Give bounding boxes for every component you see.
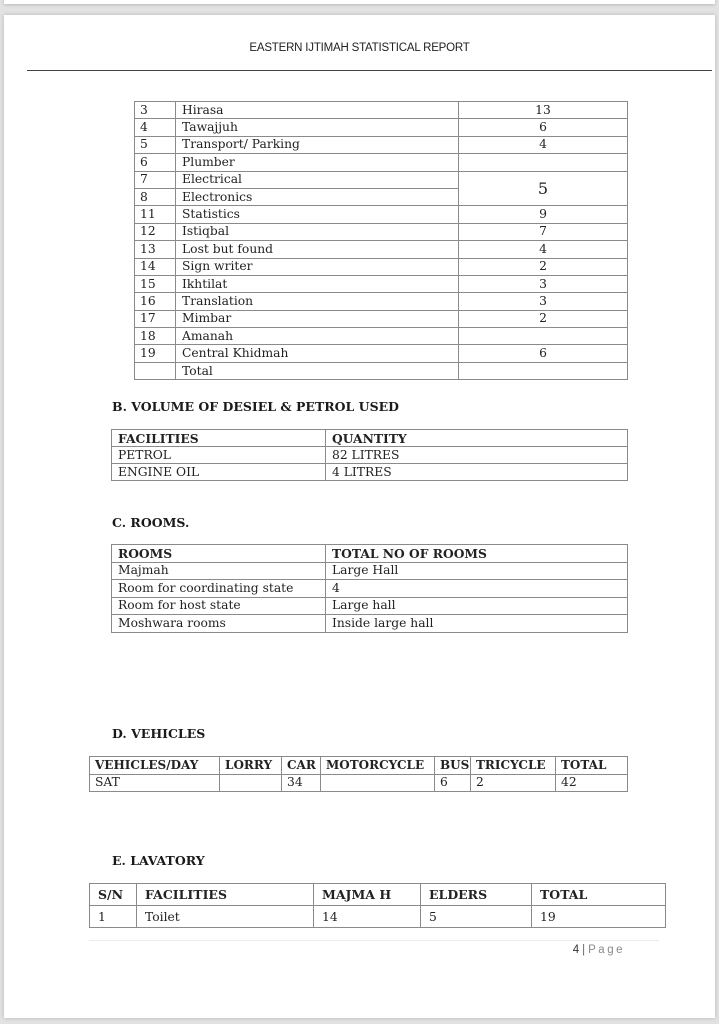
quantity-cell: 82 LITRES bbox=[326, 447, 628, 464]
sn-cell: 17 bbox=[135, 310, 176, 327]
sn-cell: 13 bbox=[135, 241, 176, 258]
column-header: QUANTITY bbox=[326, 430, 628, 447]
department-cell: Central Khidmah bbox=[176, 345, 459, 362]
table-row bbox=[135, 119, 628, 136]
sn-cell: 11 bbox=[135, 206, 176, 223]
rooms-table bbox=[111, 544, 628, 633]
quantity-cell: 2 bbox=[459, 310, 628, 327]
table-row bbox=[112, 597, 628, 615]
table-row bbox=[90, 906, 666, 928]
table-row bbox=[112, 464, 628, 481]
total-label: Total bbox=[176, 362, 459, 379]
quantity-cell: 2 bbox=[459, 258, 628, 275]
elders-cell: 5 bbox=[421, 906, 532, 928]
table-row bbox=[112, 615, 628, 633]
table-row bbox=[135, 206, 628, 223]
department-cell: Electronics bbox=[176, 188, 459, 205]
sn-cell: 7 bbox=[135, 171, 176, 188]
sn-cell: 19 bbox=[135, 345, 176, 362]
room-count-cell: 4 bbox=[326, 580, 628, 598]
sn-cell: 18 bbox=[135, 328, 176, 345]
column-header: TOTAL bbox=[532, 884, 666, 906]
total-row bbox=[135, 362, 628, 379]
department-cell: Translation bbox=[176, 293, 459, 310]
facility-cell: PETROL bbox=[112, 447, 326, 464]
quantity-cell: 7 bbox=[459, 223, 628, 240]
room-cell: Room for host state bbox=[112, 597, 326, 615]
table-header-row bbox=[90, 757, 628, 775]
total-cell: 42 bbox=[556, 774, 628, 792]
page-number: 4 bbox=[572, 944, 580, 956]
column-header: FACILITIES bbox=[137, 884, 314, 906]
table-row bbox=[90, 774, 628, 792]
page-label: Page bbox=[588, 944, 625, 956]
department-cell: Hirasa bbox=[176, 102, 459, 119]
table-row bbox=[135, 328, 628, 345]
quantity-cell: 3 bbox=[459, 275, 628, 292]
motorcycle-cell bbox=[321, 774, 435, 792]
department-cell: Plumber bbox=[176, 154, 459, 171]
facility-cell: Toilet bbox=[137, 906, 314, 928]
section-d-heading: D. VEHICLES bbox=[112, 726, 206, 741]
sn-cell: 5 bbox=[135, 136, 176, 153]
quantity-cell: 3 bbox=[459, 293, 628, 310]
department-cell: Istiqbal bbox=[176, 223, 459, 240]
table-row bbox=[135, 154, 628, 171]
column-header: LORRY bbox=[220, 757, 282, 775]
table-row bbox=[135, 293, 628, 310]
column-header: ELDERS bbox=[421, 884, 532, 906]
department-cell: Ikhtilat bbox=[176, 275, 459, 292]
day-cell: SAT bbox=[90, 774, 220, 792]
column-header: TRICYCLE bbox=[471, 757, 556, 775]
column-header: TOTAL NO OF ROOMS bbox=[326, 545, 628, 563]
vehicles-table bbox=[89, 756, 628, 792]
sn-cell: 1 bbox=[90, 906, 137, 928]
quantity-cell: 6 bbox=[459, 345, 628, 362]
column-header: TOTAL bbox=[556, 757, 628, 775]
table-header-row bbox=[112, 545, 628, 563]
sn-cell: 3 bbox=[135, 102, 176, 119]
majmah-cell: 14 bbox=[314, 906, 421, 928]
room-count-cell: Large hall bbox=[326, 597, 628, 615]
page-number-footer bbox=[573, 944, 625, 956]
quantity-cell: 9 bbox=[459, 206, 628, 223]
table-row bbox=[135, 258, 628, 275]
column-header: ROOMS bbox=[112, 545, 326, 563]
department-cell: Sign writer bbox=[176, 258, 459, 275]
department-cell: Transport/ Parking bbox=[176, 136, 459, 153]
table-row bbox=[112, 562, 628, 580]
department-cell: Lost but found bbox=[176, 241, 459, 258]
table-row bbox=[135, 171, 628, 188]
quantity-cell: 4 bbox=[459, 136, 628, 153]
sn-cell: 12 bbox=[135, 223, 176, 240]
department-cell: Mimbar bbox=[176, 310, 459, 327]
department-cell: Tawajjuh bbox=[176, 119, 459, 136]
lorry-cell bbox=[220, 774, 282, 792]
table-row bbox=[135, 223, 628, 240]
table-row bbox=[135, 345, 628, 362]
table-row bbox=[135, 241, 628, 258]
sn-cell: 4 bbox=[135, 119, 176, 136]
quantity-cell bbox=[459, 154, 628, 171]
table-row bbox=[135, 102, 628, 119]
column-header: S/N bbox=[90, 884, 137, 906]
quantity-cell: 6 bbox=[459, 119, 628, 136]
header-rule bbox=[27, 70, 712, 71]
room-cell: Majmah bbox=[112, 562, 326, 580]
quantity-cell: 4 LITRES bbox=[326, 464, 628, 481]
department-cell: Amanah bbox=[176, 328, 459, 345]
bus-cell: 6 bbox=[435, 774, 471, 792]
quantity-cell: 4 bbox=[459, 241, 628, 258]
total-cell: 19 bbox=[532, 906, 666, 928]
column-header: MAJMA H bbox=[314, 884, 421, 906]
table-row bbox=[135, 310, 628, 327]
column-header: CAR bbox=[282, 757, 321, 775]
table-row bbox=[135, 275, 628, 292]
document-page bbox=[4, 15, 715, 1018]
sn-cell: 15 bbox=[135, 275, 176, 292]
total-value bbox=[459, 362, 628, 379]
fuel-usage-table bbox=[111, 429, 628, 481]
section-e-heading: E. LAVATORY bbox=[112, 853, 205, 868]
column-header: MOTORCYCLE bbox=[321, 757, 435, 775]
previous-page-edge bbox=[4, 0, 715, 4]
tricycle-cell: 2 bbox=[471, 774, 556, 792]
table-header-row bbox=[90, 884, 666, 906]
room-count-cell: Inside large hall bbox=[326, 615, 628, 633]
quantity-cell bbox=[459, 328, 628, 345]
departments-table bbox=[134, 101, 628, 380]
report-header-title: EASTERN IJTIMAH STATISTICAL REPORT bbox=[249, 42, 470, 54]
department-cell: Electrical bbox=[176, 171, 459, 188]
quantity-cell-merged: 5 bbox=[459, 171, 628, 206]
table-row bbox=[112, 580, 628, 598]
footer-rule bbox=[89, 940, 659, 941]
sn-cell: 8 bbox=[135, 188, 176, 205]
table-row bbox=[112, 447, 628, 464]
room-cell: Moshwara rooms bbox=[112, 615, 326, 633]
quantity-cell: 13 bbox=[459, 102, 628, 119]
lavatory-table bbox=[89, 883, 666, 928]
column-header: BUS bbox=[435, 757, 471, 775]
sn-cell: 16 bbox=[135, 293, 176, 310]
section-c-heading: C. ROOMS. bbox=[112, 515, 190, 530]
sn-cell: 14 bbox=[135, 258, 176, 275]
room-count-cell: Large Hall bbox=[326, 562, 628, 580]
column-header: VEHICLES/DAY bbox=[90, 757, 220, 775]
sn-cell: 6 bbox=[135, 154, 176, 171]
room-cell: Room for coordinating state bbox=[112, 580, 326, 598]
sn-cell bbox=[135, 362, 176, 379]
section-b-heading: B. VOLUME OF DESIEL & PETROL USED bbox=[112, 399, 399, 414]
table-row bbox=[135, 136, 628, 153]
car-cell: 34 bbox=[282, 774, 321, 792]
department-cell: Statistics bbox=[176, 206, 459, 223]
page-separator: | bbox=[582, 944, 586, 956]
column-header: FACILITIES bbox=[112, 430, 326, 447]
facility-cell: ENGINE OIL bbox=[112, 464, 326, 481]
table-header-row bbox=[112, 430, 628, 447]
